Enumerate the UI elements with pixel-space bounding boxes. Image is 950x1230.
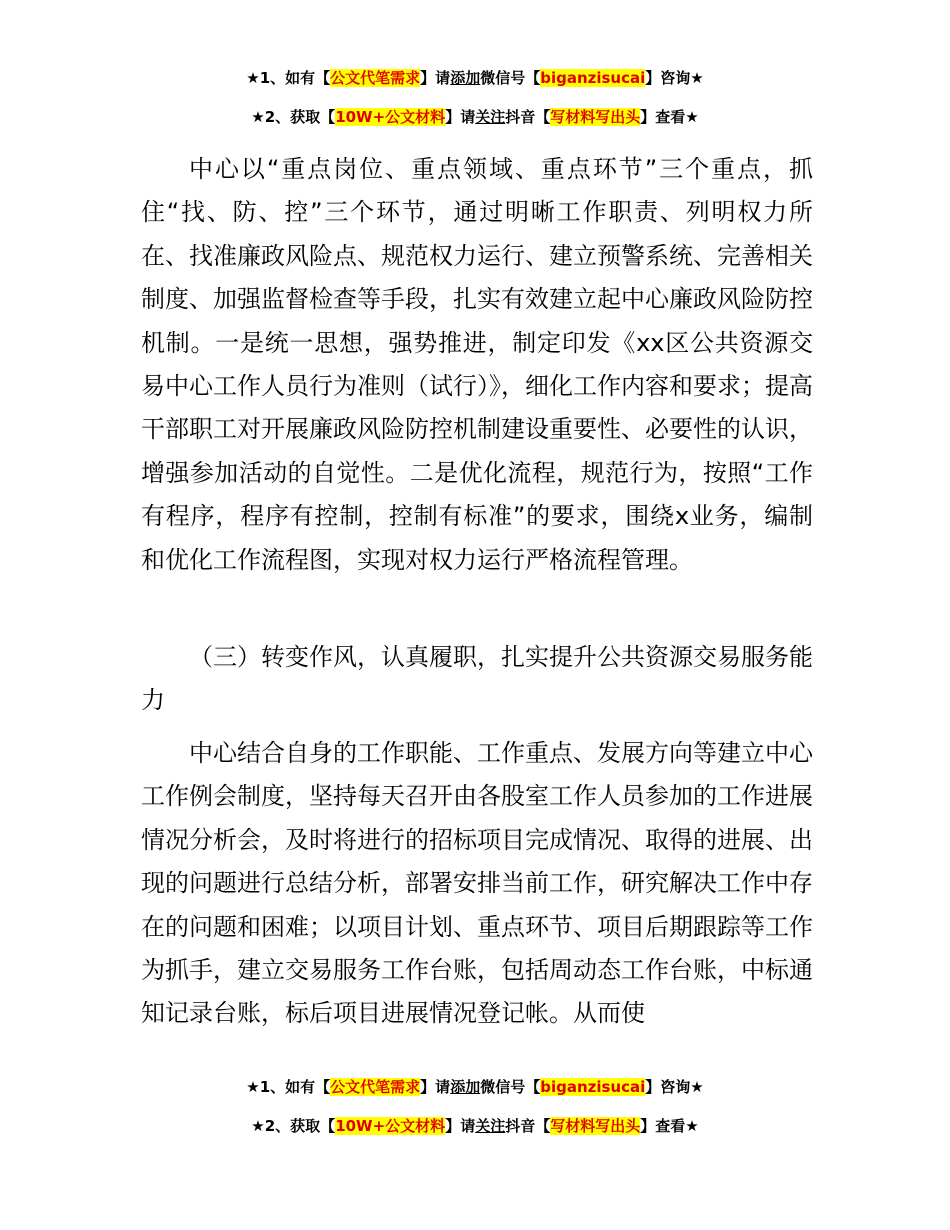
header-promo-line-2	[0, 105, 950, 129]
promo-text: 抖音【	[505, 1117, 551, 1135]
promo-text: 】查看★	[640, 108, 699, 126]
header-promo-line-1	[0, 66, 950, 90]
promo-text: 】咨询★	[645, 69, 704, 87]
promo-text: ★1、如有【	[246, 69, 331, 87]
promo-highlight-wechat-id: biganzisucai	[540, 69, 646, 87]
footer-promo-line-1	[0, 1075, 950, 1099]
promo-highlight-materials: 10W+公文材料	[335, 1117, 446, 1135]
promo-highlight-wechat-id: biganzisucai	[540, 1078, 646, 1096]
promo-highlight-service: 公文代笔需求	[330, 1078, 421, 1096]
promo-text: 】请	[420, 69, 451, 87]
promo-text: 抖音【	[505, 108, 551, 126]
promo-text: ★2、获取【	[251, 108, 336, 126]
promo-text: 】请	[445, 1117, 476, 1135]
promo-text: 】请	[420, 1078, 451, 1096]
promo-highlight-service: 公文代笔需求	[330, 69, 421, 87]
promo-highlight-douyin: 写材料写出头	[550, 1117, 641, 1135]
promo-text: 】查看★	[640, 1117, 699, 1135]
promo-underlined-text: 添加	[450, 69, 481, 87]
promo-highlight-douyin: 写材料写出头	[550, 108, 641, 126]
promo-text: ★1、如有【	[246, 1078, 331, 1096]
promo-underlined-text: 添加	[450, 1078, 481, 1096]
promo-underlined-text: 关注	[475, 108, 506, 126]
body-paragraph-2: 中心结合自身的工作职能、工作重点、发展方向等建立中心工作例会制度，坚持每天召开由各股室工作人员参加的工作进展情况分析会，及时将进行的招标项目完成情况、取得的进展、出现的问题进行总结分析，部署安排当前工作，研究解决工作中存在的问题和困难；以项目计划、重点环节、项目后期跟踪等工作为抓手，建立交易服务工作台账，包括周动态工作台账，中标通知记录台账，标后项目进展情况登记帐。从而使	[141, 739, 813, 1028]
promo-highlight-materials: 10W+公文材料	[335, 108, 446, 126]
promo-text: 微信号【	[480, 1078, 541, 1096]
footer-promo-line-2	[0, 1114, 950, 1138]
promo-text: 】咨询★	[645, 1078, 704, 1096]
promo-underlined-text: 关注	[475, 1117, 506, 1135]
section-heading-3: （三）转变作风，认真履职，扎实提升公共资源交易服务能力	[141, 643, 813, 715]
promo-text: ★2、获取【	[251, 1117, 336, 1135]
promo-text: 微信号【	[480, 69, 541, 87]
body-paragraph-1: 中心以“重点岗位、重点领域、重点环节”三个重点，抓住“找、防、控”三个环节，通过明晰工作职责、列明权力所在、找准廉政风险点、规范权力运行、建立预警系统、完善相关制度、加强监督检查等手段，扎实有效建立起中心廉政风险防控机制。一是统一思想，强势推进，制定印发《xx区公共资源交易中心工作人员行为准则（试行）》，细化工作内容和要求；提高干部职工对开展廉政风险防控机制建设重要性、必要性的认识，增强参加活动的自觉性。二是优化流程，规范行为，按照“工作有程序，程序有控制，控制有标准”的要求，围绕x业务，编制和优化工作流程图，实现对权力运行严格流程管理。	[141, 155, 813, 574]
promo-text: 】请	[445, 108, 476, 126]
